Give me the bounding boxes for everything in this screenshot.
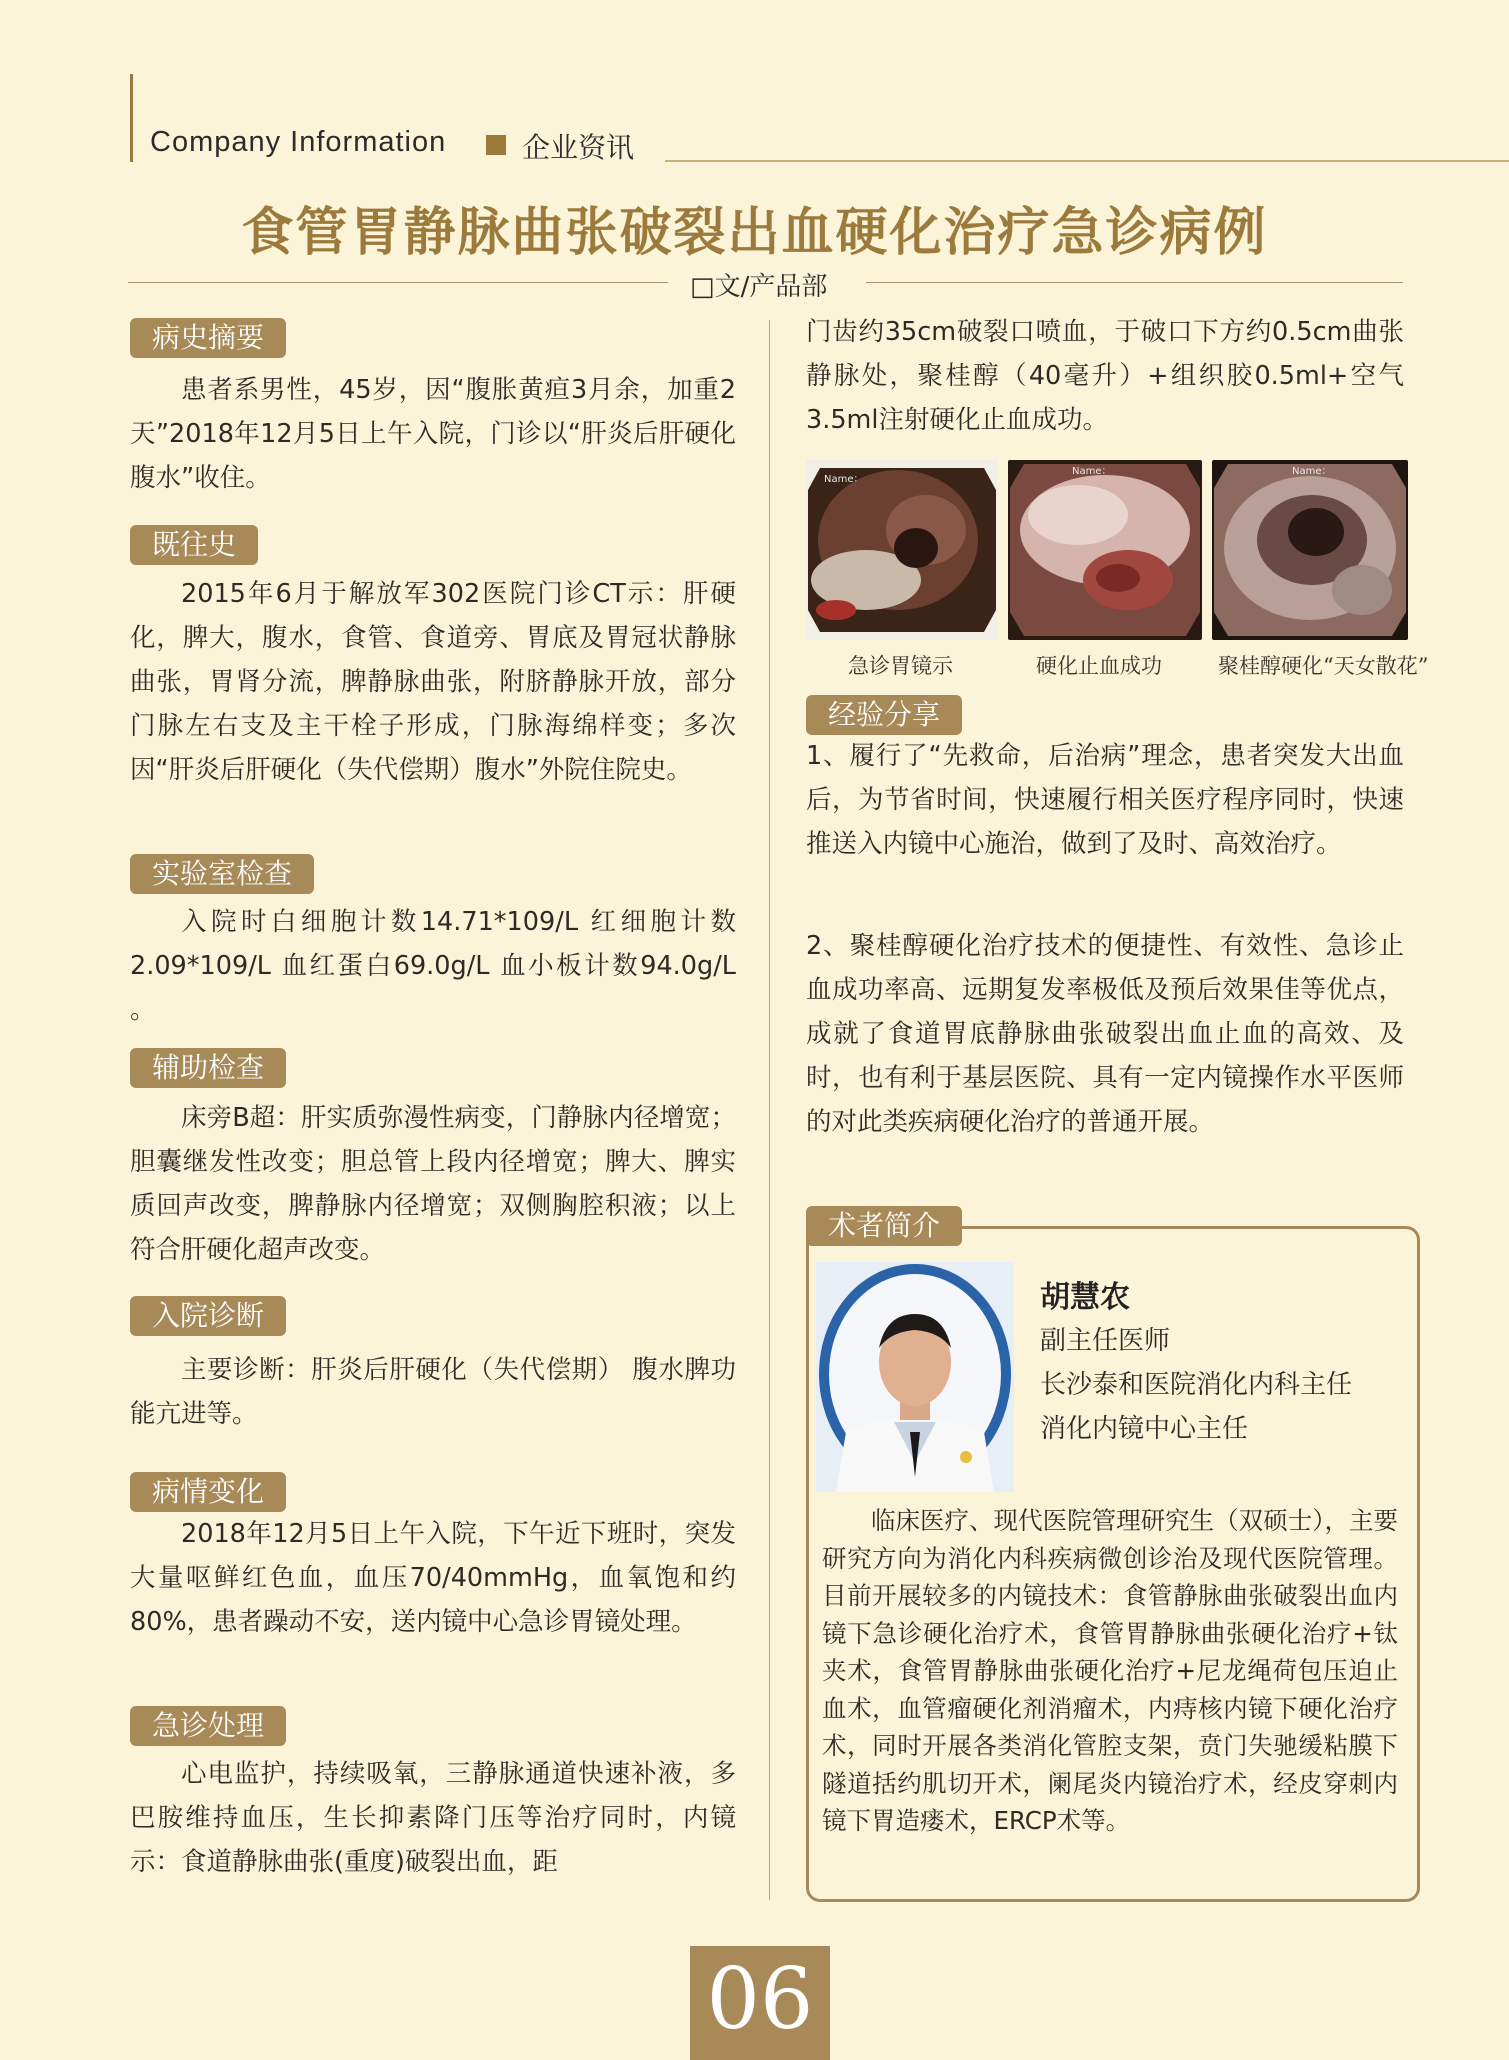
section-heading-history: 病史摘要 xyxy=(130,318,286,358)
emergency-text-right: 门齿约35cm破裂口喷血，于破口下方约0.5cm曲张静脉处，聚桂醇（40毫升）+组织胶0.5ml+空气3.5ml注射硬化止血成功。 xyxy=(806,317,1404,435)
square-bullet-icon xyxy=(486,135,506,155)
author-title-1: 副主任医师 xyxy=(1040,1326,1171,1356)
header-divider xyxy=(665,160,1509,162)
past-history-text: 2015年6月于解放军302医院门诊CT示：肝硬化，脾大，腹水，食管、食道旁、胃底及胃冠状静脉曲张，胃肾分流，脾静脉曲张，附脐静脉开放，部分门脉左右支及主干栓子形成，门脉海绵样变；多次因“肝炎后肝硬化（失代偿期）腹水”外院住院史。 xyxy=(130,579,736,785)
history-text: 患者系男性，45岁，因“腹胀黄疸3月余，加重2天”2018年12月5日上午入院，门诊以“肝炎后肝硬化 腹水”收住。 xyxy=(130,375,736,493)
svg-text:Name：: Name： xyxy=(1072,466,1112,477)
diagnosis-text: 主要诊断：肝炎后肝硬化（失代偿期） 腹水脾功能亢进等。 xyxy=(130,1355,736,1429)
article-title: 食管胃静脉曲张破裂出血硬化治疗急诊病例 xyxy=(241,203,1268,263)
section-heading-experience: 经验分享 xyxy=(806,695,962,735)
author-name: 胡慧农 xyxy=(1040,1280,1130,1315)
section-label-en: Company Information xyxy=(150,126,447,158)
author-bio-text: 临床医疗、现代医院管理研究生（双硕士），主要研究方向为消化内科疾病微创诊治及现代医院管理。目前开展较多的内镜技术：食管静脉曲张破裂出血内镜下急诊硬化治疗术，食管胃静脉曲张硬化治疗+钛夹术，食管胃静脉曲张硬化治疗+尼龙绳荷包压迫止血术，血管瘤硬化剂消瘤术，内痔核内镜下硬化治疗术，同时开展各类消化管腔支架，贲门失驰缓粘膜下隧道括约肌切开术，阑尾炎内镜治疗术，经皮穿刺内镜下胃造瘘术，ERCP术等。 xyxy=(822,1506,1398,1835)
section-heading-course: 病情变化 xyxy=(130,1472,286,1512)
auxiliary-text: 床旁B超：肝实质弥漫性病变，门静脉内径增宽；胆囊继发性改变；胆总管上段内径增宽；脾大、脾实质回声改变，脾静脉内径增宽；双侧胸腔积液；以上符合肝硬化超声改变。 xyxy=(130,1103,736,1265)
endoscopy-image-sclerotherapy xyxy=(1212,460,1408,640)
section-heading-diagnosis: 入院诊断 xyxy=(130,1296,286,1336)
endoscopy-image-emergency xyxy=(806,460,998,640)
endoscopy-image-hemostasis xyxy=(1008,460,1202,640)
header-rule xyxy=(130,74,133,162)
image-overlay-text: Name： xyxy=(824,474,864,485)
byline-rule-right xyxy=(866,282,1403,283)
experience-point-2: 2、聚桂醇硬化治疗技术的便捷性、有效性、急诊止血成功率高、远期复发率极低及预后效果佳等优点，成就了食道胃底静脉曲张破裂出血止血的高效、及时，也有利于基层医院、具有一定内镜操作水平医师的对此类疾病硬化治疗的普通开展。 xyxy=(806,931,1404,1137)
author-title-2: 长沙泰和医院消化内科主任 xyxy=(1040,1370,1353,1400)
svg-text:Name：: Name： xyxy=(1292,466,1332,477)
lab-text: 入院时白细胞计数14.71*109/L 红细胞计数2.09*109/L 血红蛋白69.0g/L 血小板计数94.0g/L 。 xyxy=(130,907,736,1025)
author-title-3: 消化内镜中心主任 xyxy=(1040,1414,1249,1444)
section-label-cn: 企业资讯 xyxy=(522,131,635,164)
experience-point-1: 1、履行了“先救命，后治病”理念，患者突发大出血后，为节省时间，快速履行相关医疗程序同时，快速推送入内镜中心施治，做到了及时、高效治疗。 xyxy=(806,741,1404,859)
section-heading-auxiliary: 辅助检查 xyxy=(130,1048,286,1088)
section-heading-lab: 实验室检查 xyxy=(130,854,314,894)
byline: □文/产品部 xyxy=(690,272,828,302)
section-heading-emergency: 急诊处理 xyxy=(130,1706,286,1746)
page-number: 06 xyxy=(706,1950,814,2048)
emergency-text-left: 心电监护，持续吸氧，三静脉通道快速补液，多巴胺维持血压，生长抑素降门压等治疗同时，内镜示：食道静脉曲张(重度)破裂出血，距 xyxy=(130,1759,736,1877)
caption-hemostasis: 硬化止血成功 xyxy=(1036,654,1162,678)
course-text: 2018年12月5日上午入院，下午近下班时，突发大量呕鲜红色血，血压70/40mmHg，血氧饱和约80%，患者躁动不安，送内镜中心急诊胃镜处理。 xyxy=(130,1519,736,1637)
byline-rule-left xyxy=(128,282,668,283)
caption-emergency: 急诊胃镜示 xyxy=(848,654,953,678)
author-portrait xyxy=(816,1262,1014,1492)
section-heading-author: 术者简介 xyxy=(806,1206,962,1246)
caption-sclerotherapy: 聚桂醇硬化“天女散花” xyxy=(1218,654,1429,678)
column-divider xyxy=(769,320,770,1900)
section-heading-past-history: 既往史 xyxy=(130,525,258,565)
